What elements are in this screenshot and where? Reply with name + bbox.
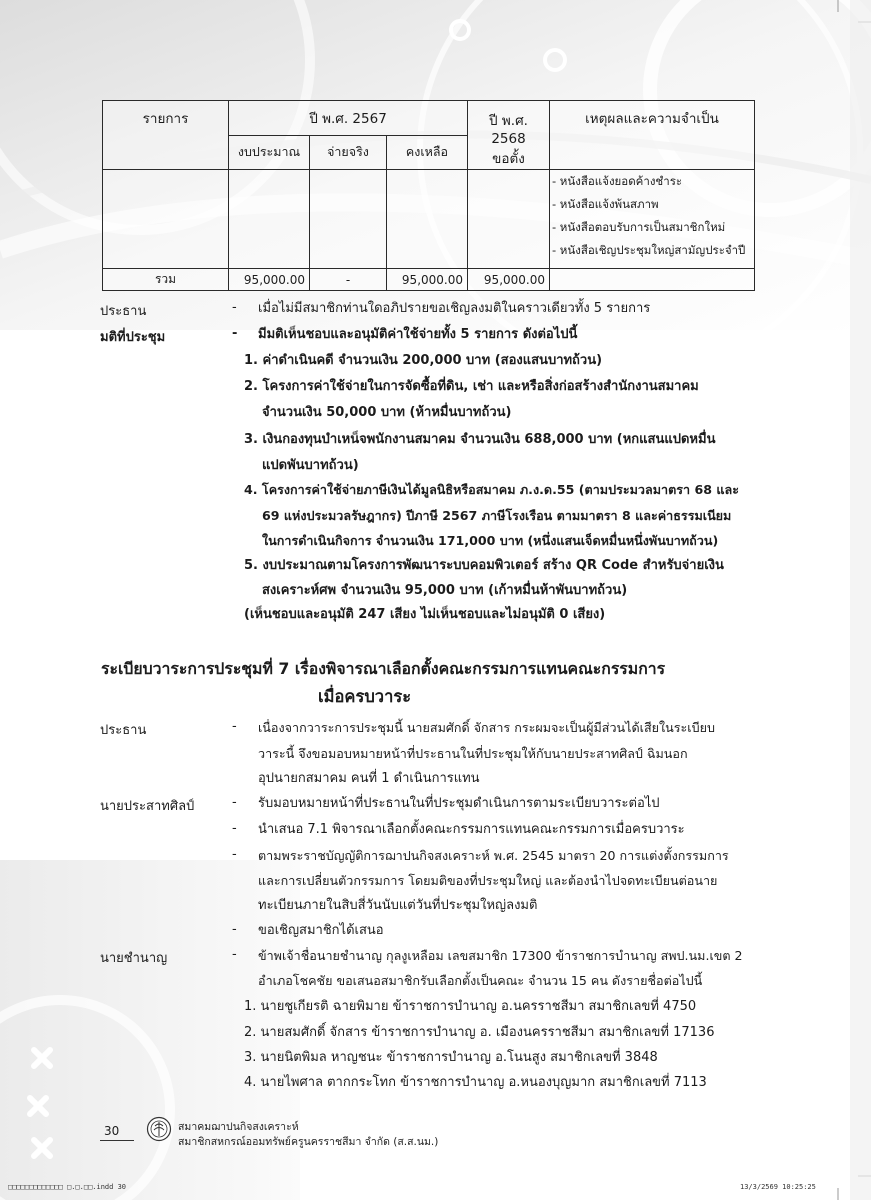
org-name-line-1: สมาคมฌาปนกิจสงเคราะห์ xyxy=(178,1121,299,1133)
reason-notes xyxy=(550,170,755,269)
dash: - xyxy=(232,922,237,937)
prasat-statement-2: นำเสนอ 7.1 พิจารณาเลือกตั้งคณะกรรมการแทนคณะกรรมการเมื่อครบวาระ xyxy=(258,822,685,837)
table-cell xyxy=(468,170,550,269)
section-7-title-cont: เมื่อครบวาระ xyxy=(318,687,412,706)
print-slug-bar xyxy=(0,1180,871,1200)
dash: - xyxy=(232,847,237,862)
note-item: - หนังสือตอบรับการเป็นสมาชิกใหม่ xyxy=(552,220,726,234)
resolution-label: มติที่ประชุม xyxy=(100,330,166,345)
total-budget: 95,000.00 xyxy=(229,269,310,291)
total-2568: 95,000.00 xyxy=(468,269,550,291)
org-name-line-2: สมาชิกสหกรณ์ออมทรัพย์ครูนครราชสีมา จำกัด (ส.ส.นม.) xyxy=(178,1136,439,1148)
nominee-2: 2. นายสมศักดิ์ จักสาร ข้าราชการบำนาญ อ. เมืองนครราชสีมา สมาชิกเลขที่ 17136 xyxy=(244,1025,715,1040)
chair-statement: เนื่องจากวาระการประชุมนี้ นายสมศักดิ์ จักสาร กระผมจะเป็นผู้มีส่วนได้เสียในระเบียบ xyxy=(258,720,715,735)
dash: - xyxy=(232,821,237,836)
resolution-item-4-cont2: ในการดำเนินกิจการ จำนวนเงิน 171,000 บาท (หนึ่งแสนเจ็ดหมื่นหนึ่งพันบาทถ้วน) xyxy=(262,533,719,548)
table-cell xyxy=(550,269,755,291)
dash: - xyxy=(232,795,237,810)
prasat-statement-1: รับมอบหมายหน้าที่ประธานในที่ประชุมดำเนินการตามระเบียบวาระต่อไป xyxy=(258,796,660,811)
note-item: - หนังสือเชิญประชุมใหญ่สามัญประจำปี xyxy=(552,243,746,257)
table-row xyxy=(103,170,755,269)
col-2568-sub: ขอตั้ง xyxy=(492,151,525,167)
prasat-statement-4: ขอเชิญสมาชิกได้เสนอ xyxy=(258,923,384,938)
col-2568-year: ปี พ.ศ. 2568 xyxy=(489,113,528,147)
print-timestamp: 13/3/2569 10:25:25 xyxy=(740,1183,816,1191)
total-actual: - xyxy=(310,269,387,291)
resolution-item-5-cont: สงเคราะห์ศพ จำนวนเงิน 95,000 บาท (เก้าหมื่นห้าพันบาทถ้วน) xyxy=(262,583,628,598)
note-item: - หนังสือแจ้งยอดค้างชำระ xyxy=(552,174,683,188)
nominee-1: 1. นายชูเกียรติ ฉายพิมาย ข้าราชการบำนาญ อ.นครราชสีมา สมาชิกเลขที่ 4750 xyxy=(244,999,697,1014)
resolution-item-2-cont: จำนวนเงิน 50,000 บาท (ห้าหมื่นบาทถ้วน) xyxy=(262,405,512,420)
note-item: - หนังสือแจ้งพ้นสภาพ xyxy=(552,197,659,211)
col-actual-header: จ่ายจริง xyxy=(310,135,387,170)
nominee-4: 4. นายไพศาล ตากกระโทก ข้าราชการบำนาญ อ.หนองบุญมาก สมาชิกเลขที่ 7113 xyxy=(244,1075,707,1090)
total-label: รวม xyxy=(103,269,229,291)
col-reason-header: เหตุผลและความจำเป็น xyxy=(550,101,755,170)
col-remaining-header: คงเหลือ xyxy=(387,135,468,170)
total-row xyxy=(103,269,755,291)
chair-text: เมื่อไม่มีสมาชิกท่านใดอภิปรายขอเชิญลงมติในคราวเดียวทั้ง 5 รายการ xyxy=(258,301,651,316)
indd-file-name: □□□□□□□□□□□□□ □.□.□□.indd 30 xyxy=(8,1183,127,1191)
prasat-statement-3-cont2: ทะเบียนภายในสิบสี่วันนับแต่วันที่ประชุมใหญ่ลงมติ xyxy=(258,898,538,913)
table-cell xyxy=(310,170,387,269)
dash: - xyxy=(232,326,238,341)
table-cell xyxy=(229,170,310,269)
col-budget-header: งบประมาณ xyxy=(229,135,310,170)
dash: - xyxy=(232,947,237,962)
chamnan-statement-cont: อำเภอโชคชัย ขอเสนอสมาชิกรับเลือกตั้งเป็นคณะ จำนวน 15 คน ดังรายชื่อต่อไปนี้ xyxy=(258,973,703,988)
col-2567-header: ปี พ.ศ. 2567 xyxy=(229,101,468,136)
chair-statement-cont2: อุปนายกสมาคม คนที่ 1 ดำเนินการแทน xyxy=(258,771,480,786)
dash: - xyxy=(232,300,237,315)
chair-label: ประธาน xyxy=(100,304,147,319)
section-7-title: ระเบียบวาระการประชุมที่ 7 เรื่องพิจารณาเลือกตั้งคณะกรรมการแทนคณะกรรมการ xyxy=(101,659,666,678)
resolution-item-4: 4. โครงการค่าใช้จ่ายภาษีเงินได้มูลนิธิหรือสมาคม ภ.ง.ด.55 (ตามประมวลมาตรา 68 และ xyxy=(244,482,739,497)
resolution-item-3: 3. เงินกองทุนบำเหน็จพนักงานสมาคม จำนวนเงิน 688,000 บาท (หกแสนแปดหมื่น xyxy=(244,432,716,447)
table-cell xyxy=(103,170,229,269)
col-2568-header xyxy=(468,101,550,170)
prasat-statement-3: ตามพระราชบัญญัติการฌาปนกิจสงเคราะห์ พ.ศ. 2545 มาตรา 20 การแต่งตั้งกรรมการ xyxy=(258,848,729,863)
resolution-text: มีมติเห็นชอบและอนุมัติค่าใช้จ่ายทั้ง 5 รายการ ดังต่อไปนี้ xyxy=(258,327,578,342)
total-remaining: 95,000.00 xyxy=(387,269,468,291)
nominee-3: 3. นายนิตพิมล หาญชนะ ข้าราชการบำนาญ อ.โนนสูง สมาชิกเลขที่ 3848 xyxy=(244,1050,658,1065)
resolution-item-1: 1. ค่าดำเนินคดี จำนวนเงิน 200,000 บาท (สองแสนบาทถ้วน) xyxy=(244,353,603,368)
page-number: 30 xyxy=(104,1124,120,1138)
prasat-label: นายประสาทศิลป์ xyxy=(100,799,195,814)
chamnan-label: นายชำนาญ xyxy=(100,951,168,966)
prasat-statement-3-cont: และการเปลี่ยนตัวกรรมการ โดยมติของที่ประชุมใหญ่ และต้องนำไปจดทะเบียนต่อนาย xyxy=(258,873,718,888)
resolution-item-3-cont: แปดพันบาทถ้วน) xyxy=(262,458,359,473)
page-number-underline xyxy=(100,1140,134,1141)
budget-table xyxy=(102,100,755,291)
chamnan-statement: ข้าพเจ้าชื่อนายชำนาญ กุลงูเหลือม เลขสมาชิก 17300 ข้าราชการบำนาญ สพป.นม.เขต 2 xyxy=(258,948,743,963)
chair-label: ประธาน xyxy=(100,723,147,738)
chair-statement-cont: วาระนี้ จึงขอมอบหมายหน้าที่ประธานในที่ประชุมให้กับนายประสาทศิลป์ ฉิมนอก xyxy=(258,746,688,761)
resolution-item-2: 2. โครงการค่าใช้จ่ายในการจัดซื้อที่ดิน, เช่า และหรือสิ่งก่อสร้างสำนักงานสมาคม xyxy=(244,379,699,394)
resolution-item-5: 5. งบประมาณตามโครงการพัฒนาระบบคอมพิวเตอร์ สร้าง QR Code สำหรับจ่ายเงิน xyxy=(244,558,724,573)
col-item-header: รายการ xyxy=(103,101,229,170)
resolution-item-4-cont: 69 แห่งประมวลรัษฎากร) ปีภาษี 2567 ภาษีโรงเรือน ตามมาตรา 8 และค่าธรรมเนียม xyxy=(262,508,732,523)
vote-result: (เห็นชอบและอนุมัติ 247 เสียง ไม่เห็นชอบและไม่อนุมัติ 0 เสียง) xyxy=(244,607,606,622)
dash: - xyxy=(232,719,237,734)
association-logo-icon xyxy=(146,1116,172,1142)
table-cell xyxy=(387,170,468,269)
